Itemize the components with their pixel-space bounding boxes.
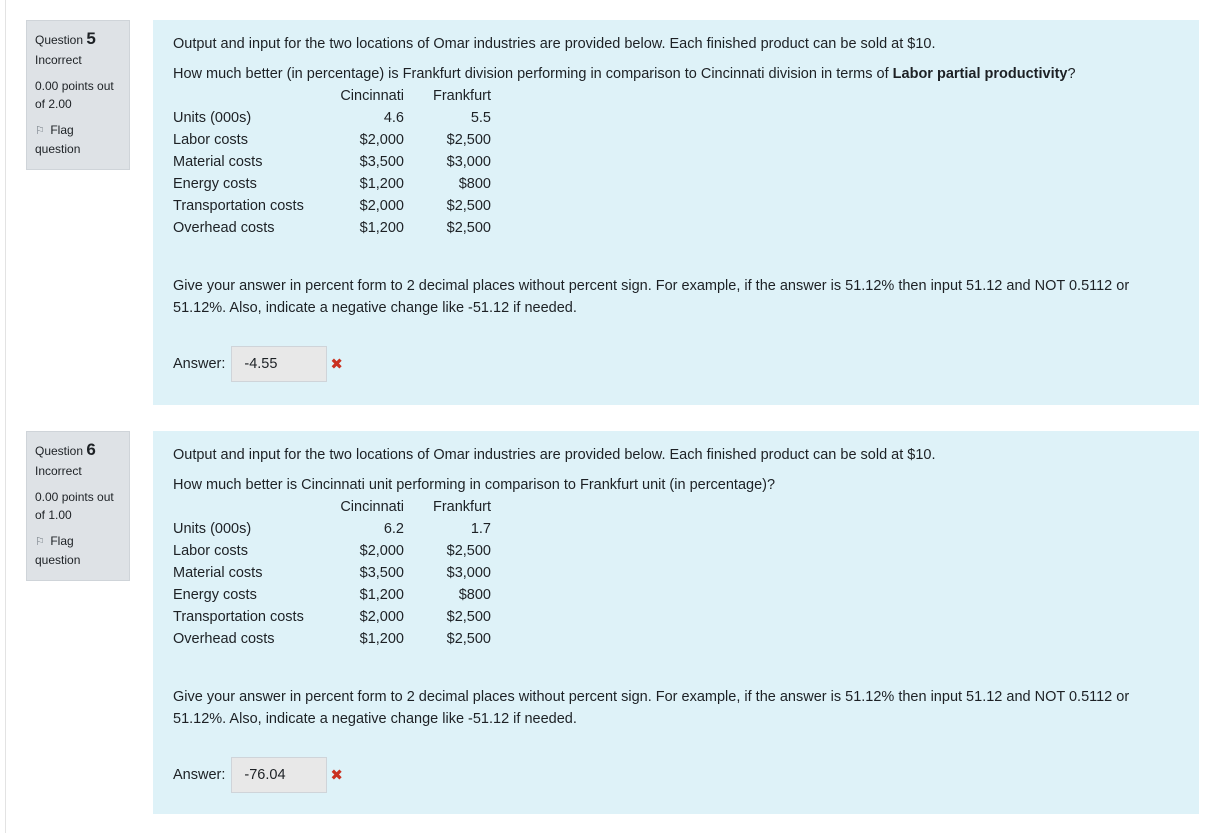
table-row bbox=[173, 217, 491, 239]
cincinnati-value: $3,500 bbox=[359, 154, 404, 170]
frankfurt-value: $800 bbox=[458, 176, 491, 192]
answer-label: Answer: bbox=[173, 355, 226, 372]
data-table bbox=[173, 85, 491, 239]
answer-instructions: Give your answer in percent form to 2 decimal places without percent sign. For example, if the answer is 51.12% then input 51.12 and NOT 0.5112 or 51.12%. Also, indicate a negative change like -51.12 if needed. bbox=[173, 689, 1130, 727]
question-text-p2-bold: Labor partial productivity bbox=[892, 66, 1068, 82]
question-5 bbox=[0, 20, 1215, 405]
cincinnati-value: $1,200 bbox=[359, 176, 404, 192]
table-header-row bbox=[173, 85, 491, 107]
flag-question-link[interactable] bbox=[35, 532, 121, 569]
question-6 bbox=[0, 431, 1215, 814]
row-label: Units (000s) bbox=[173, 110, 252, 126]
row-label: Transportation costs bbox=[173, 609, 304, 625]
question-content bbox=[153, 431, 1199, 814]
table-row bbox=[173, 129, 491, 151]
question-state: Incorrect bbox=[35, 53, 82, 67]
question-number-value: 5 bbox=[86, 29, 96, 48]
cincinnati-value: $2,000 bbox=[359, 609, 404, 625]
question-number bbox=[35, 29, 121, 50]
answer-input[interactable] bbox=[231, 757, 327, 793]
question-text-p1: Output and input for the two locations of Omar industries are provided below. Each finished product can be sold at $10. bbox=[173, 36, 936, 52]
flag-question-link[interactable] bbox=[35, 121, 121, 158]
question-state: Incorrect bbox=[35, 464, 82, 478]
question-text-p2-end: ? bbox=[1067, 66, 1076, 82]
table-row bbox=[173, 540, 491, 562]
frankfurt-value: $3,000 bbox=[446, 154, 491, 170]
frankfurt-value: $2,500 bbox=[446, 198, 491, 214]
frankfurt-value: 1.7 bbox=[470, 521, 491, 537]
cincinnati-value: $1,200 bbox=[359, 220, 404, 236]
question-content bbox=[153, 20, 1199, 405]
row-label: Units (000s) bbox=[173, 521, 252, 537]
incorrect-x-icon: ✖ bbox=[330, 355, 343, 373]
table-row bbox=[173, 628, 491, 650]
flag-question-label: Flag question bbox=[35, 534, 81, 567]
row-label: Energy costs bbox=[173, 587, 257, 603]
frankfurt-value: $3,000 bbox=[446, 565, 491, 581]
row-label: Material costs bbox=[173, 565, 263, 581]
cincinnati-value: $2,000 bbox=[359, 543, 404, 559]
answer-row bbox=[173, 345, 1179, 382]
question-text bbox=[173, 445, 1179, 495]
question-text-p2-start: How much better (in percentage) is Frankfurt division performing in comparison to Cincinnati division in terms of bbox=[173, 66, 893, 82]
question-number bbox=[35, 440, 121, 461]
question-text-p2 bbox=[173, 475, 1179, 495]
frankfurt-value: $2,500 bbox=[446, 132, 491, 148]
answer-row bbox=[173, 756, 1179, 793]
frankfurt-value: $2,500 bbox=[446, 543, 491, 559]
row-label: Transportation costs bbox=[173, 198, 304, 214]
answer-input[interactable] bbox=[231, 346, 327, 382]
table-header-cincinnati: Cincinnati bbox=[340, 499, 404, 515]
table-header-frankfurt: Frankfurt bbox=[432, 499, 491, 515]
table-row bbox=[173, 518, 491, 540]
question-grade: 0.00 points out of 1.00 bbox=[35, 490, 114, 522]
row-label: Overhead costs bbox=[173, 220, 275, 236]
answer-label: Answer: bbox=[173, 766, 226, 783]
row-label: Energy costs bbox=[173, 176, 257, 192]
table-header-row bbox=[173, 496, 491, 518]
row-label: Overhead costs bbox=[173, 631, 275, 647]
frankfurt-value: $2,500 bbox=[446, 631, 491, 647]
cincinnati-value: $2,000 bbox=[359, 198, 404, 214]
table-header-label bbox=[173, 85, 313, 107]
cincinnati-value: 4.6 bbox=[383, 110, 404, 126]
question-number-prefix: Question bbox=[35, 444, 84, 458]
table-header-frankfurt: Frankfurt bbox=[432, 88, 491, 104]
table-row bbox=[173, 606, 491, 628]
question-info bbox=[26, 431, 130, 581]
question-grade: 0.00 points out of 2.00 bbox=[35, 79, 114, 111]
question-info bbox=[26, 20, 130, 170]
table-header-cincinnati: Cincinnati bbox=[340, 88, 404, 104]
answer-instructions: Give your answer in percent form to 2 decimal places without percent sign. For example, if the answer is 51.12% then input 51.12 and NOT 0.5112 or 51.12%. Also, indicate a negative change like -51.12 if needed. bbox=[173, 278, 1130, 316]
question-text-p2 bbox=[173, 64, 1179, 84]
flag-icon: ⚐ bbox=[35, 536, 45, 548]
frankfurt-value: $800 bbox=[458, 587, 491, 603]
frankfurt-value: $2,500 bbox=[446, 609, 491, 625]
question-text-p1: Output and input for the two locations of Omar industries are provided below. Each finished product can be sold at $10. bbox=[173, 447, 936, 463]
question-text-p2-start: How much better is Cincinnati unit performing in comparison to Frankfurt unit (in percentage)? bbox=[173, 477, 776, 493]
frankfurt-value: 5.5 bbox=[470, 110, 491, 126]
flag-icon: ⚐ bbox=[35, 125, 45, 137]
cincinnati-value: 6.2 bbox=[383, 521, 404, 537]
row-label: Labor costs bbox=[173, 132, 248, 148]
question-number-value: 6 bbox=[86, 440, 96, 459]
row-label: Labor costs bbox=[173, 543, 248, 559]
cincinnati-value: $2,000 bbox=[359, 132, 404, 148]
incorrect-x-icon: ✖ bbox=[330, 766, 343, 784]
table-row bbox=[173, 151, 491, 173]
table-row bbox=[173, 107, 491, 129]
frankfurt-value: $2,500 bbox=[446, 220, 491, 236]
cincinnati-value: $1,200 bbox=[359, 631, 404, 647]
cincinnati-value: $1,200 bbox=[359, 587, 404, 603]
row-label: Material costs bbox=[173, 154, 263, 170]
table-row bbox=[173, 195, 491, 217]
question-text bbox=[173, 34, 1179, 84]
data-table bbox=[173, 496, 491, 650]
flag-question-label: Flag question bbox=[35, 123, 81, 156]
table-row bbox=[173, 584, 491, 606]
table-row bbox=[173, 562, 491, 584]
table-row bbox=[173, 173, 491, 195]
cincinnati-value: $3,500 bbox=[359, 565, 404, 581]
table-header-label bbox=[173, 496, 313, 518]
question-number-prefix: Question bbox=[35, 33, 84, 47]
